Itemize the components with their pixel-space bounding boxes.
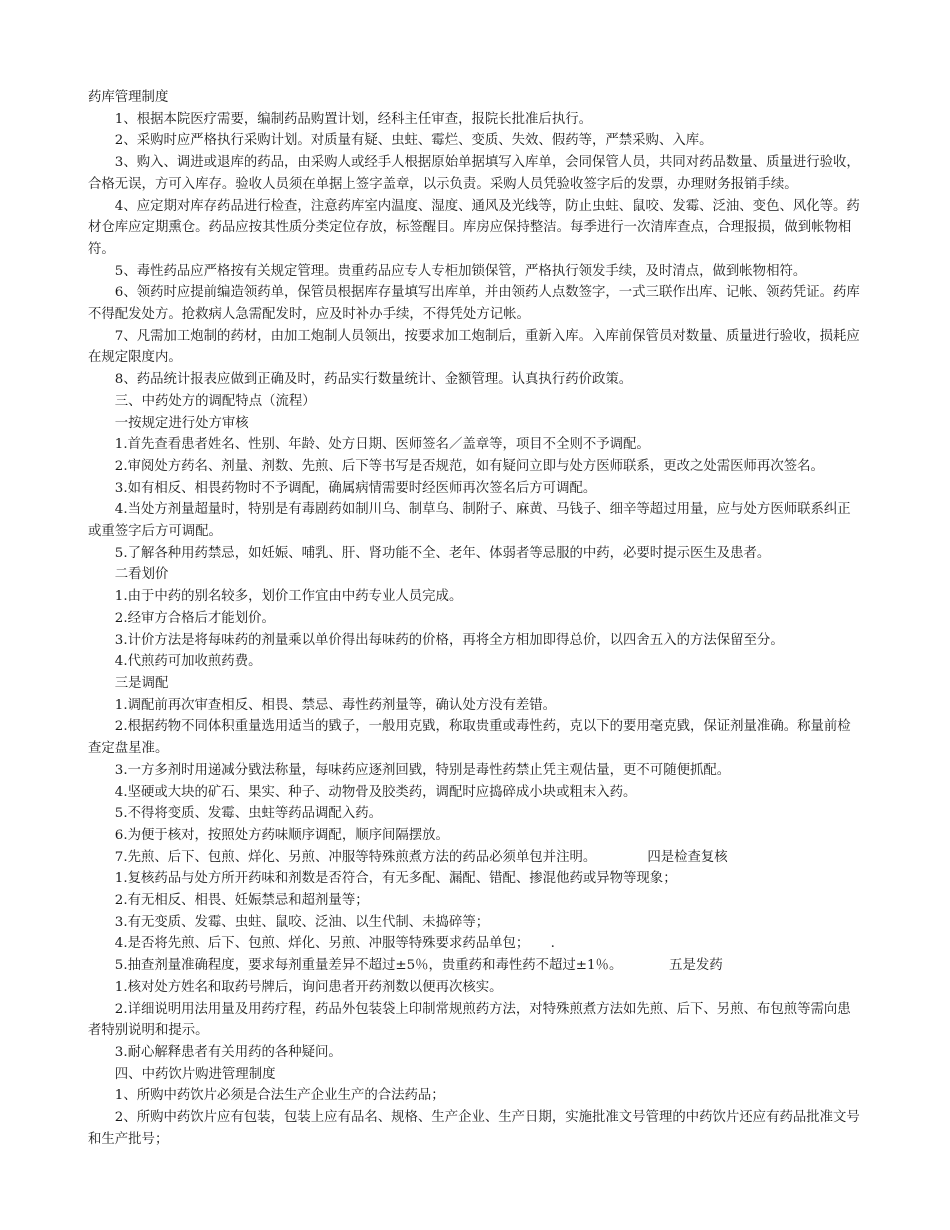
paragraph: 8、药品统计报表应做到正确及时，药品实行数量统计、金额管理。认真执行药价政策。 xyxy=(114,372,633,388)
paragraph: 1.复核药品与处方所开药味和剂数是否符合，有无多配、漏配、错配、掺混他药或异物等现象； xyxy=(114,871,677,887)
paragraph: 3.一方多剂时用递减分戥法称量，每味药应逐剂回戥，特别是毒性药禁止凭主观估量，更不可随便抓配。 xyxy=(114,762,731,778)
paragraph: 1.核对处方姓名和取药号牌后，询问患者开药剂数以便再次核实。 xyxy=(114,979,503,995)
paragraph: 5.抽查剂量准确程度，要求每剂重量差异不超过±5％，贵重药和毒性药不超过±1％。 五是发药 xyxy=(114,958,723,974)
paragraph: 2.有无相反、相畏、妊娠禁忌和超剂量等； xyxy=(114,893,369,909)
paragraph: 2.详细说明用法用量及用药疗程，药品外包装袋上印制常规煎药方法，对特殊煎煮方法如先煎、后下、另煎、布包煎等需向患者特别说明和提示。 xyxy=(88,1001,851,1039)
paragraph: 三、中药处方的调配特点（流程） xyxy=(114,393,316,409)
paragraph: 7、凡需加工炮制的药材，由加工炮制人员领出，按要求加工炮制后，重新入库。入库前保管员对数量、质量进行验收，损耗应在规定限度内。 xyxy=(88,328,860,366)
paragraph: 2、采购时应严格执行采购计划。对质量有疑、虫蛀、霉烂、变质、失效、假药等，严禁采购、入库。 xyxy=(114,133,713,149)
paragraph-list xyxy=(88,109,863,1151)
paragraph: 4.是否将先煎、后下、包煎、烊化、另煎、冲服等特殊要求药品单包； . xyxy=(114,936,555,952)
paragraph: 二看划价 xyxy=(114,567,169,583)
paragraph: 3.计价方法是将每味药的剂量乘以单价得出每味药的价格，再将全方相加即得总价，以四舍五入的方法保留至分。 xyxy=(114,632,784,648)
paragraph: 3、购入、调进或退库的药品，由采购人或经手人根据原始单据填写入库单，会同保管人员，共同对药品数量、质量进行验收，合格无误，方可入库存。验收人员须在单据上签字盖章，以示负责。采购人员凭验收签字后的发票，办理财务报销手续。 xyxy=(88,155,860,192)
paragraph: 2.审阅处方药名、剂量、剂数、先煎、后下等书写是否规范，如有疑问立即与处方医师联系，更改之处需医师再次签名。 xyxy=(114,458,824,474)
paragraph: 1.由于中药的别名较多，划价工作宜由中药专业人员完成。 xyxy=(114,589,463,605)
document-body xyxy=(88,87,863,1150)
paragraph: 1、根据本院医疗需要，编制药品购置计划，经科主任审查，报院长批准后执行。 xyxy=(114,111,592,127)
paragraph: 7.先煎、后下、包煎、烊化、另煎、冲服等特殊煎煮方法的药品必须单包并注明。 四是检查复核 xyxy=(114,849,728,865)
paragraph: 3.耐心解释患者有关用药的各种疑问。 xyxy=(114,1044,342,1060)
document-title: 药库管理制度 xyxy=(88,90,169,105)
paragraph: 一按规定进行处方审核 xyxy=(114,415,249,431)
paragraph: 4.坚硬或大块的矿石、果实、种子、动物骨及胶类药，调配时应捣碎成小块或粗末入药。 xyxy=(114,784,637,800)
paragraph: 2、所购中药饮片应有包装，包装上应有品名、规格、生产企业、生产日期，实施批准文号管理的中药饮片还应有药品批准文号和生产批号； xyxy=(88,1110,860,1147)
paragraph: 四、中药饮片购进管理制度 xyxy=(114,1066,276,1082)
paragraph: 2.根据药物不同体积重量选用适当的戥子，一般用克戥，称取贵重或毒性药，克以下的要用毫克戥，保证剂量准确。称量前检查定盘星准。 xyxy=(88,719,851,757)
paragraph: 5、毒性药品应严格按有关规定管理。贵重药品应专人专柜加锁保管，严格执行领发手续，及时清点，做到帐物相符。 xyxy=(114,263,807,279)
paragraph: 三是调配 xyxy=(114,675,169,691)
paragraph: 3.如有相反、相畏药物时不予调配，确属病情需要时经医师再次签名后方可调配。 xyxy=(114,480,597,496)
paragraph: 4.代煎药可加收煎药费。 xyxy=(114,654,262,670)
paragraph: 2.经审方合格后才能划价。 xyxy=(114,610,275,626)
paragraph: 1.首先查看患者姓名、性别、年龄、处方日期、医师签名／盖章等，项目不全则不予调配。 xyxy=(114,437,650,453)
paragraph: 4.当处方剂量超量时，特别是有毒剧药如制川乌、制草乌、制附子、麻黄、马钱子、细辛等超过用量，应与处方医师联系纠正或重签字后方可调配。 xyxy=(88,502,851,540)
paragraph: 4、应定期对库存药品进行检查，注意药库室内温度、湿度、通风及光线等，防止虫蛀、鼠咬、发霉、泛油、变色、风化等。药材仓库应定期熏仓。药品应按其性质分类定位存放，标签醒目。库房应保持整洁。每季进行一次清库查点，合理报损，做到帐物相符。 xyxy=(88,198,860,257)
paragraph: 6.为便于核对，按照处方药味顺序调配，顺序间隔摆放。 xyxy=(114,827,449,843)
paragraph: 5.不得将变质、发霉、虫蛀等药品调配入药。 xyxy=(114,806,382,822)
paragraph: 1、所购中药饮片必须是合法生产企业生产的合法药品； xyxy=(114,1088,445,1104)
paragraph: 3.有无变质、发霉、虫蛀、鼠咬、泛油、以生代制、未捣碎等； xyxy=(114,914,490,930)
paragraph: 5.了解各种用药禁忌，如妊娠、哺乳、肝、肾功能不全、老年、体弱者等忌服的中药，必要时提示医生及患者。 xyxy=(114,545,771,561)
paragraph: 1.调配前再次审查相反、相畏、禁忌、毒性药剂量等，确认处方没有差错。 xyxy=(114,697,557,713)
paragraph: 6、领药时应提前编造领药单，保管员根据库存量填写出库单，并由领药人点数签字，一式三联作出库、记帐、领药凭证。药库不得配发处方。抢救病人急需配发时，应及时补办手续，不得凭处方记帐。 xyxy=(88,285,860,323)
